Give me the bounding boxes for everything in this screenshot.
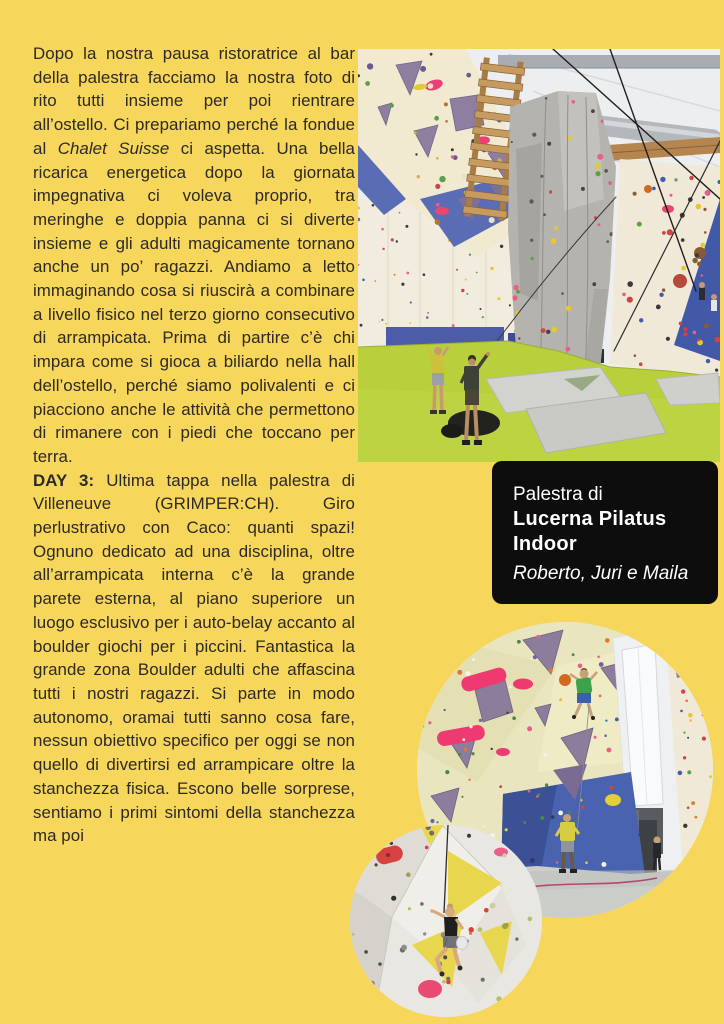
paragraph-text: Ultima tappa nella palestra di Villeneuve (GRIMPER:CH). Giro perlustrativo con Caco: quanti spazi! Ognuno dedicato ad una disciplina, oltre all’arrampicata interna c’è la grande parete esterna, al piano superiore un luogo esclusivo per i auto-belay accanto al boulder giochi per i piccini. Fantastica la grande zona Boulder adulti che affascina tutti i nostri ragazzi. Si parte in modo autonomo, oramai tutti sanno cosa fare, nessun obiettivo specifico per oggi se non quello di divertirsi ed arrampicare oltre la stanchezza fisica. Escono belle sorprese, sentiamo i primi sintomi della stanchezza ma poi — [33, 470, 355, 846]
caption-people-names: Roberto, Juri e Maila — [513, 563, 689, 584]
article-text — [33, 42, 355, 848]
paragraph-day2 — [33, 42, 355, 469]
right-wall — [610, 159, 720, 379]
steel-beam — [498, 55, 720, 68]
caption-intro: Palestra di — [513, 484, 603, 505]
climbing-gym-illustration — [358, 49, 720, 462]
paragraph-day3 — [33, 469, 355, 848]
day-label: DAY 3: — [33, 470, 95, 490]
paragraph-text: ci aspetta. Una bella ricarica energetica dopo la giornata impegnativa ci voleva proprio, tra meringhe e doppia panna ci si diverte insieme e gli adulti magicamente tornano anche un po’ ragazzi. Andiamo a letto immaginando cosa si riuscirà a combinare a livello fisico nel terzo giorno consecutivo di arrampicata. Prima di partire c’è chi impara come si gioca a biliardo nella hall dell’ostello, perché siamo polivalenti e ci piacciono anche le attività che permettono di rimanere con i piedi che toccano per terra. — [33, 138, 355, 466]
pink-hold — [418, 980, 442, 998]
restaurant-name: Chalet Suisse — [57, 138, 170, 158]
chalk-bag — [457, 937, 468, 950]
boulder-photo-small — [350, 825, 542, 1017]
boulder-small-illustration — [350, 825, 542, 1017]
gym-name: Lucerna Pilatus Indoor — [513, 508, 667, 555]
climbing-gym-photo — [358, 49, 720, 462]
paragraph-text: Dopo la nostra pausa ristoratrice al bar della palestra facciamo la nostra foto di rito tutti insieme per poi rientrare all’ostello. Ci prepariamo perché la fondue al — [33, 44, 355, 158]
photo-caption-card — [492, 461, 718, 604]
